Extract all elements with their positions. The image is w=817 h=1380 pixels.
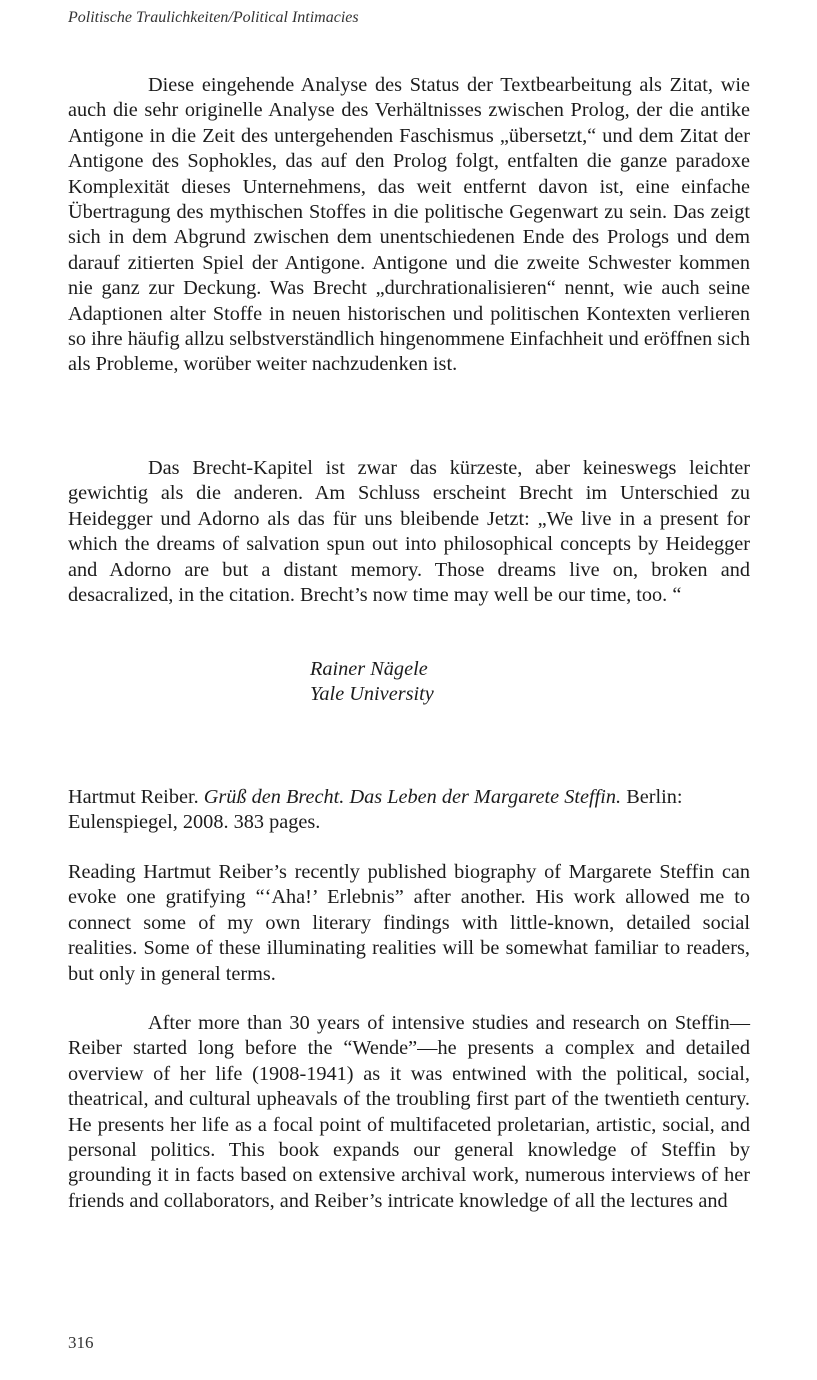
review1-paragraph-2-block bbox=[68, 456, 750, 608]
review1-paragraph-2: Das Brecht-Kapitel ist zwar das kürzeste, aber keineswegs leichter gewichtig als die anderen. Am Schluss erscheint Brecht im Unterschied zu Heidegger und Adorno als das für uns bleibende Jetzt: „We live in a present for which the dreams of salvation spun out into philosophical concepts by Heidegger and Adorno are but a distant memory. Those dreams live on, broken and desacralized, in the citation. Brecht’s now time may well be our time, too. “ bbox=[68, 457, 750, 607]
running-head: Politische Traulichkeiten/Political Intimacies bbox=[68, 9, 359, 26]
book-author: Hartmut Reiber. bbox=[68, 786, 199, 808]
review2-citation bbox=[68, 785, 750, 836]
review1-paragraph-1: Diese eingehende Analyse des Status der Textbearbeitung als Zitat, wie auch die sehr originelle Analyse des Verhältnisses zwischen Prolog, der die antike Antigone in die Zeit des untergehenden Faschismus „übersetzt,“ und dem Zitat der Antigone des Sophokles, das auf den Prolog folgt, entfalten die ganze paradoxe Komplexität dieses Unternehmens, das weit entfernt davon ist, eine einfache Übertragung des mythischen Stoffes in die politische Gegenwart zu sein. Das zeigt sich in dem Abgrund zwischen dem unentschiedenen Ende des Prologs und dem darauf zitierten Spiel der Antigone. Antigone und die zweite Schwester kommen nie ganz zur Deckung. Was Brecht „durchrationalisieren“ nennt, wie auch seine Adaptionen alter Stoffe in neuen historischen und politischen Kontexten verlieren so ihre häufig allzu selbstverständlich hingenommene Einfachheit und eröffnen sich als Probleme, worüber weiter nachzudenken ist. bbox=[68, 74, 750, 376]
review1-paragraph-1-block bbox=[68, 73, 750, 378]
book-title: Grüß den Brecht. Das Leben der Margarete Steffin. bbox=[203, 786, 622, 808]
review2-paragraph-2: After more than 30 years of intensive studies and research on Steffin—Reiber started long before the “Wende”—he presents a complex and detailed overview of her life (1908-1941) as it was entwined with the political, social, theatrical, and cultural upheavals of the troubling first part of the twentieth century. He presents her life as a focal point of multifaceted proletarian, artistic, social, and personal politics. This book expands our general knowledge of Steffin by grounding it in facts based on extensive archival work, numerous interviews of her friends and collaborators, and Reiber’s intricate knowledge of all the lectures and bbox=[68, 1012, 750, 1212]
review2-paragraph-1-block bbox=[68, 860, 750, 987]
review2-paragraph-2-block bbox=[68, 1011, 750, 1214]
reviewer-affiliation: Yale University bbox=[310, 683, 434, 706]
reviewer-name: Rainer Nägele bbox=[310, 658, 428, 680]
page-number: 316 bbox=[68, 1333, 94, 1352]
reviewer-signature bbox=[310, 657, 434, 708]
book-publication: Berlin: Eulenspiegel, 2008. 383 pages. bbox=[68, 786, 683, 834]
review2-paragraph-1: Reading Hartmut Reiber’s recently published biography of Margarete Steffin can evoke one gratifying “‘Aha!’ Erlebnis” after another. His work allowed me to connect some of my own literary findings with little-known, detailed social realities. Some of these illuminating realities will be somewhat familiar to readers, but only in general terms. bbox=[68, 861, 750, 985]
citation-line bbox=[68, 785, 750, 836]
